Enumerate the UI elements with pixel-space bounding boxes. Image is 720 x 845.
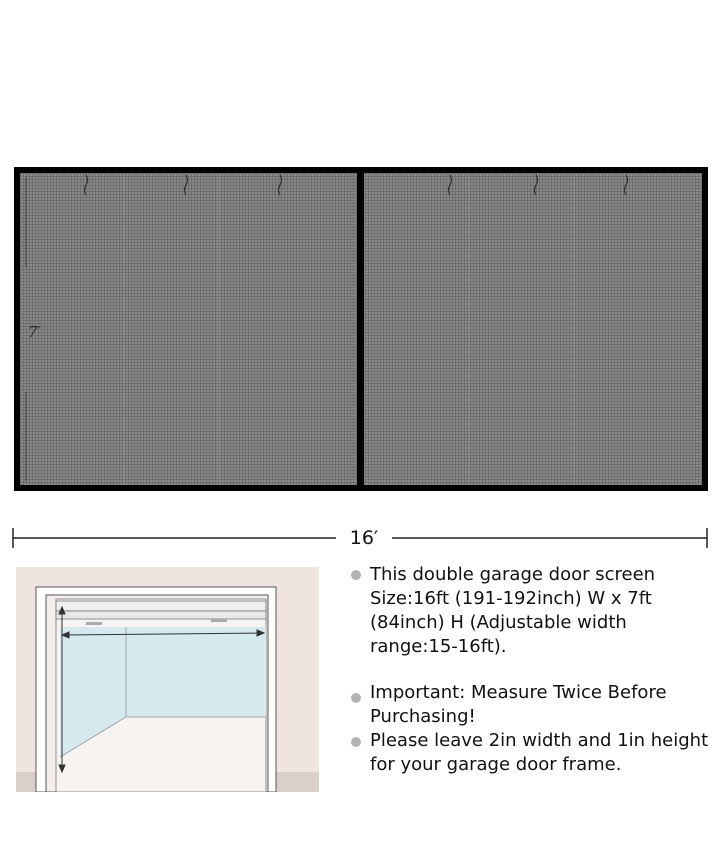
bullet-icon [351, 693, 361, 703]
left-screen-panel [20, 173, 357, 485]
width-label: 16′ [336, 526, 392, 550]
product-description [348, 563, 716, 777]
bullet-icon [351, 570, 361, 580]
right-screen-panel [364, 173, 702, 485]
bullet-text-size: This double garage door screen Size:16ft (191-192inch) W x 7ft (84inch) H (Adjustable width range:15-16ft). [370, 564, 656, 657]
list-item [348, 563, 716, 659]
garage-illustration [16, 567, 319, 792]
list-item [348, 681, 716, 729]
bullet-text-measure: Important: Measure Twice Before Purchasing! [370, 682, 667, 727]
garage-door-screen-figure [14, 167, 708, 491]
bullet-icon [351, 737, 361, 747]
list-item [348, 729, 716, 777]
height-label: 7′ [28, 323, 41, 341]
bullet-text-clearance: Please leave 2in width and 1in height for your garage door frame. [370, 730, 709, 775]
